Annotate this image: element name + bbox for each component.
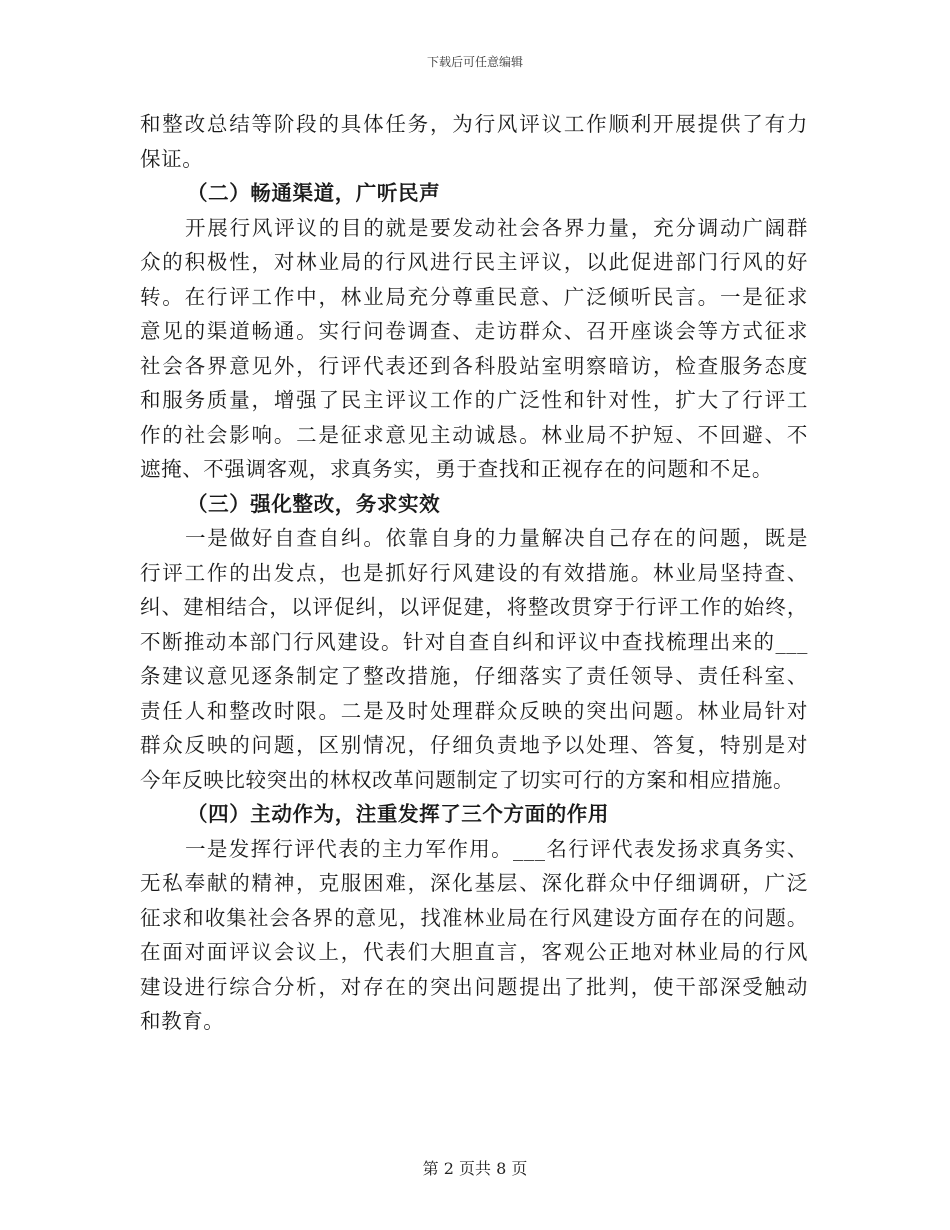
paragraph-line: 责任人和整改时限。二是及时处理群众反映的突出问题。林业局针对 bbox=[140, 698, 808, 723]
paragraph-line: 一是做好自查自纠。依靠自身的力量解决自己存在的问题，既是 bbox=[185, 526, 808, 550]
paragraph-line: 纠、建相结合，以评促纠，以评促建，将整改贯穿于行评工作的始终， bbox=[140, 595, 808, 619]
paragraph-line: 遮掩、不强调客观，求真务实，勇于查找和正视存在的问题和不足。 bbox=[140, 457, 773, 481]
paragraph-line: 转。在行评工作中，林业局充分尊重民意、广泛倾听民言。一是征求 bbox=[140, 284, 808, 309]
paragraph-line: 社会各界意见外，行评代表还到各科股站室明察暗访，检查服务态度 bbox=[140, 353, 808, 378]
section-heading: （二）畅通渠道，广听民声 bbox=[187, 181, 441, 205]
document-body bbox=[140, 107, 808, 1039]
paragraph-line: 不断推动本部门行风建设。针对自查自纠和评议中查找梳理出来的___ bbox=[140, 629, 808, 654]
page-footer: 第 2 页共 8 页 bbox=[422, 1159, 528, 1178]
paragraph-line: 今年反映比较突出的林权改革问题制定了切实可行的方案和相应措施。 bbox=[140, 767, 795, 792]
paragraph-line: 开展行风评议的目的就是要发动社会各界力量，充分调动广阔群 bbox=[185, 215, 808, 240]
paragraph-line: 意见的渠道畅通。实行问卷调查、走访群众、召开座谈会等方式征求 bbox=[140, 319, 808, 343]
page-header: 下载后可任意编辑 bbox=[426, 55, 523, 69]
paragraph-line: 和教育。 bbox=[140, 1009, 225, 1033]
paragraph-line: 一是发挥行评代表的主力军作用。___名行评代表发扬求真务实、 bbox=[185, 836, 808, 861]
paragraph-line: 条建议意见逐条制定了整改措施，仔细落实了责任领导、责任科室、 bbox=[140, 664, 808, 688]
paragraph-line: 作的社会影响。二是征求意见主动诚恳。林业局不护短、不回避、不 bbox=[140, 422, 808, 447]
paragraph-line: 在面对面评议会议上，代表们大胆直言，客观公正地对林业局的行风 bbox=[140, 940, 808, 964]
paragraph-line: 群众反映的问题，区别情况，仔细负责地予以处理、答复，特别是对 bbox=[140, 733, 808, 757]
section-heading: （三）强化整改，务求实效 bbox=[187, 491, 441, 516]
paragraph-line: 征求和收集社会各界的意见，找准林业局在行风建设方面存在的问题。 bbox=[140, 905, 808, 930]
paragraph-line: 和服务质量，增强了民主评议工作的广泛性和针对性，扩大了行评工 bbox=[140, 388, 808, 412]
section-heading: （四）主动作为，注重发挥了三个方面的作用 bbox=[187, 802, 609, 826]
paragraph-line: 保证。 bbox=[140, 146, 204, 171]
paragraph-line: 无私奉献的精神，克服困难，深化基层、深化群众中仔细调研，广泛 bbox=[140, 871, 808, 895]
paragraph-line: 和整改总结等阶段的具体任务，为行风评议工作顺利开展提供了有力 bbox=[140, 112, 808, 136]
paragraph-line: 行评工作的出发点，也是抓好行风建设的有效措施。林业局坚持查、 bbox=[140, 560, 808, 585]
paragraph-line: 建设进行综合分析，对存在的突出问题提出了批判，使干部深受触动 bbox=[140, 974, 808, 999]
paragraph-line: 众的积极性，对林业局的行风进行民主评议，以此促进部门行风的好 bbox=[140, 250, 808, 274]
